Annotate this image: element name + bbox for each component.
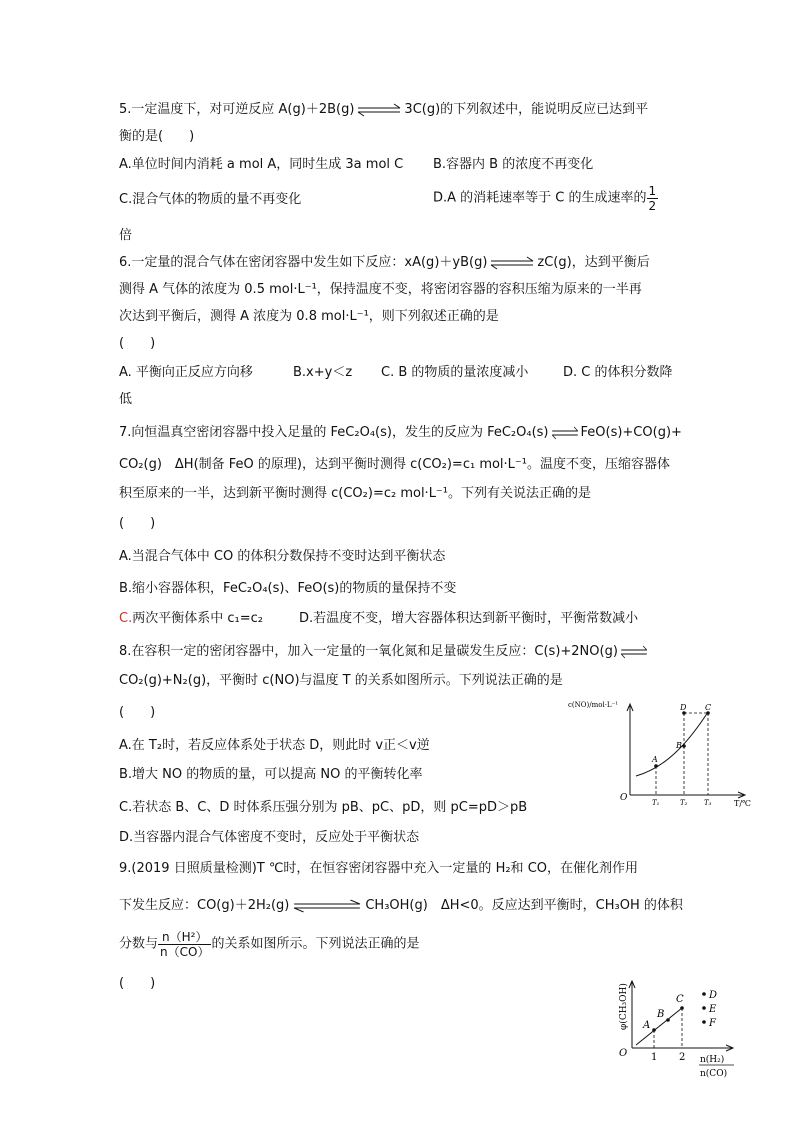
x-tick-1: 1 [651, 1052, 658, 1063]
q9-stem-line3-a: 分数与 [119, 936, 159, 952]
q7-stem-b: FeO(s)+CO(g)+ [580, 425, 682, 440]
x-tick-t2: T₂ [680, 799, 688, 807]
reversible-arrow-icon [489, 256, 535, 270]
q8-stem-line1 [119, 643, 650, 661]
q6-option-d-tail: 低 [119, 392, 133, 407]
x-axis-label: T/℃ [734, 799, 751, 808]
point-d-label: D [709, 990, 718, 1001]
q8-option-d: D.当容器内混合气体密度不变时，反应处于平衡状态 [119, 830, 420, 845]
origin-label: O [619, 1048, 628, 1059]
point-d-label: D [680, 703, 687, 712]
y-axis-label: φ(CH₃OH) [619, 983, 629, 1030]
point-e-label: E [709, 1004, 717, 1015]
q5-option-b: B.容器内 B 的浓度不再变化 [433, 157, 594, 172]
q7-stem-a: 7.向恒温真空密闭容器中投入足量的 FeC₂O₄(s)，发生的反应为 FeC₂O₄(s) [119, 425, 549, 440]
point-d [702, 992, 706, 996]
fraction-numerator: n（H²） [158, 930, 211, 945]
reversible-arrow-icon [291, 899, 363, 913]
q6-answer-paren: ( ) [119, 336, 156, 351]
x-axis-label-numerator: n(H₂) [700, 1055, 725, 1065]
q6-option-a: A. 平衡向正反应方向移 [119, 365, 253, 380]
q5-option-d [433, 184, 658, 213]
q7-option-c [119, 610, 263, 628]
q9-answer-paren: ( ) [119, 976, 156, 991]
point-c-label: C [676, 994, 684, 1005]
q6-option-c: C. B 的物质的量浓度减小 [381, 365, 529, 380]
q6-stem-b: zC(g)，达到平衡后 [537, 255, 650, 270]
point-f [702, 1020, 706, 1024]
q9-stem-line3-b: 的关系如图所示。下列说法正确的是 [211, 936, 420, 952]
point-f-label: F [709, 1018, 716, 1029]
fraction-denominator: 2 [648, 199, 657, 213]
point-c-label: C [705, 703, 712, 712]
point-b-label: B [676, 741, 682, 750]
point-a [654, 764, 658, 768]
q5-option-c: C.混合气体的物质的量不再变化 [119, 192, 302, 207]
q6-stem-a: 6.一定量的混合气体在密闭容器中发生如下反应：xA(g)＋yB(g) [119, 255, 488, 270]
point-c [680, 1006, 684, 1010]
x-axis-label-denominator: n(CO) [700, 1069, 728, 1079]
q9-fraction [158, 930, 211, 959]
q8-option-c: C.若状态 B、C、D 时体系压强分别为 pB、pC、pD，则 pC=pD＞pB [119, 800, 528, 815]
reversible-arrow-icon [551, 426, 579, 440]
point-b [682, 744, 686, 748]
q7-option-c-label: C. [119, 611, 133, 626]
point-a-label: A [652, 755, 658, 764]
q8-stem-a: 8.在容积一定的密闭容器中，加入一定量的一氧化氮和足量碳发生反应：C(s)+2NO(g) [119, 644, 618, 659]
origin-label: O [620, 793, 628, 803]
point-a-label: A [643, 1020, 651, 1031]
q6-stem-line2: 测得 A 气体的浓度为 0.5 mol·L⁻¹，保持温度不变，将密闭容器的容积压缩为原来的一半再 [119, 282, 642, 297]
q5-stem-b: 3C(g)的下列叙述中，能说明反应已达到平 [404, 102, 649, 117]
q5-stem-a: 5.一定温度下，对可逆反应 A(g)＋2B(g) [119, 102, 355, 117]
q8-option-b: B.增大 NO 的物质的量，可以提高 NO 的平衡转化率 [119, 767, 423, 782]
q5-stem-line2: 衡的是( ) [119, 129, 195, 144]
fraction-denominator: n（CO） [160, 945, 210, 959]
point-b-label: B [657, 1009, 665, 1020]
q5-stem-line1 [119, 101, 648, 119]
q6-stem-line3: 次达到平衡后，测得 A 浓度为 0.8 mol·L⁻¹，则下列叙述正确的是 [119, 309, 499, 324]
q8-option-a: A.在 T₂时，若反应体系处于状态 D，则此时 v正＜v逆 [119, 738, 430, 753]
reversible-arrow-icon [356, 103, 402, 117]
reversible-arrow-icon [620, 645, 648, 659]
point-e [702, 1006, 706, 1010]
q8-answer-paren: ( ) [119, 705, 156, 720]
q7-stem-line1 [119, 424, 682, 442]
q6-option-b: B.x+y＜z [293, 365, 353, 380]
x-tick-2: 2 [679, 1052, 686, 1063]
q6-stem-line1 [119, 254, 650, 272]
q5-fraction [647, 184, 659, 213]
q9-stem-line2 [119, 897, 683, 915]
q7-option-c-text: 两次平衡体系中 c₁=c₂ [132, 611, 263, 626]
q5-option-a: A.单位时间内消耗 a mol A，同时生成 3a mol C [119, 157, 404, 172]
q9-ch3oh-fraction-chart [612, 978, 742, 1086]
q7-option-d: D.若温度不变，增大容器体积达到新平衡时，平衡常数减小 [299, 611, 639, 626]
q9-stem-line3 [119, 930, 419, 959]
q6-option-d: D. C 的体积分数降 [563, 365, 673, 380]
x-tick-t1: T₁ [652, 799, 660, 807]
q8-stem-line2: CO₂(g)+N₂(g)，平衡时 c(NO)与温度 T 的关系如图所示。下列说法正确的是 [119, 673, 563, 688]
q9-stem-line2-a: 下发生反应：CO(g)＋2H₂(g) [119, 898, 290, 913]
q5-option-d-tail: 倍 [119, 228, 133, 243]
q8-cno-temperature-chart [566, 698, 756, 808]
q7-answer-paren: ( ) [119, 516, 156, 531]
q7-option-a: A.当混合气体中 CO 的体积分数保持不变时达到平衡状态 [119, 549, 446, 564]
q9-stem-line2-b: CH₃OH(g) ΔH<0。反应达到平衡时，CH₃OH 的体积 [365, 898, 683, 913]
q5-option-d-text: D.A 的消耗速率等于 C 的生成速率的 [433, 190, 647, 206]
q7-stem-line3: 积至原来的一半，达到新平衡时测得 c(CO₂)=c₂ mol·L⁻¹。下列有关说法正确的是 [119, 486, 592, 501]
q9-stem-line1: 9.(2019 日照质量检测)T ℃时，在恒容密闭容器中充入一定量的 H₂和 CO，在催化剂作用 [119, 861, 638, 876]
x-tick-t3: T₃ [704, 799, 712, 807]
q7-option-b: B.缩小容器体积，FeC₂O₄(s)、FeO(s)的物质的量保持不变 [119, 581, 457, 596]
fraction-numerator: 1 [648, 184, 657, 198]
q7-stem-line2: CO₂(g) ΔH(制备 FeO 的原理)，达到平衡时测得 c(CO₂)=c₁ mol·L⁻¹。温度不变，压缩容器体 [119, 457, 670, 472]
point-a [652, 1028, 656, 1032]
point-b [666, 1018, 670, 1022]
y-axis-label: c(NO)/mol·L⁻¹ [568, 701, 619, 709]
